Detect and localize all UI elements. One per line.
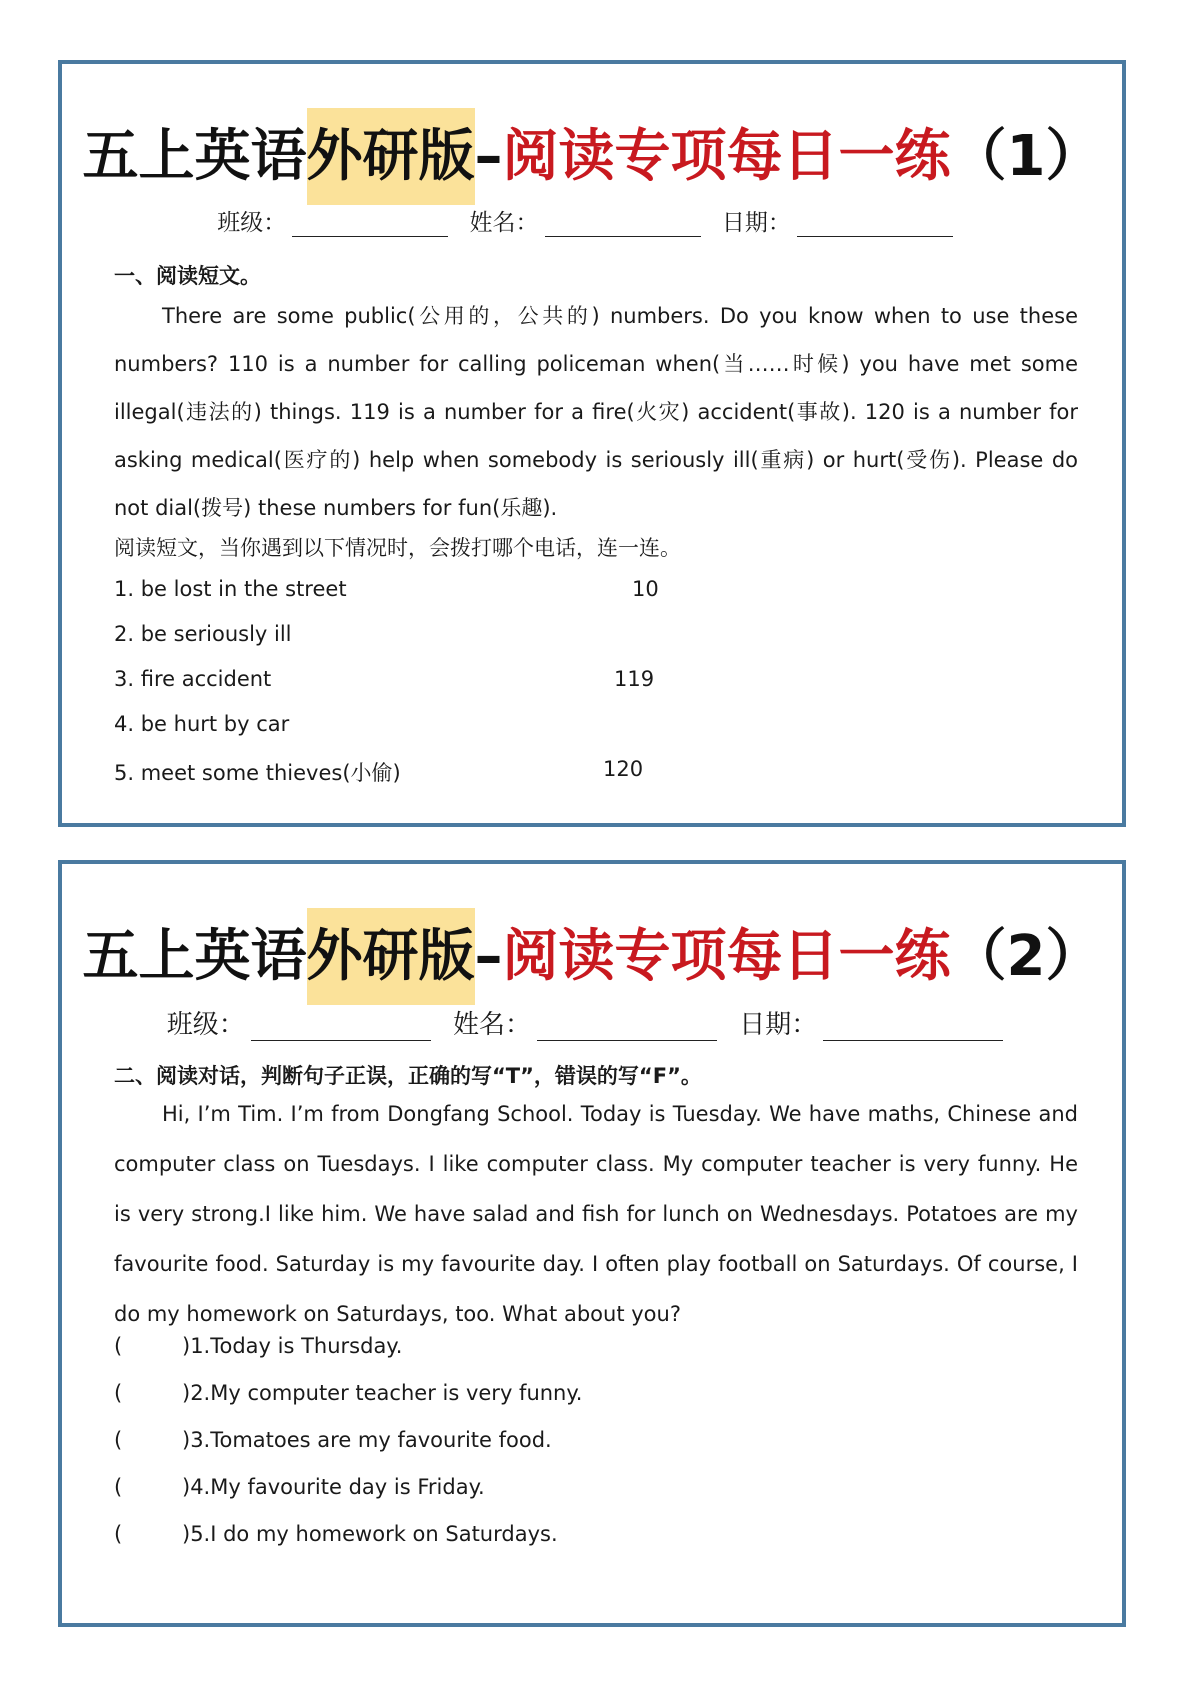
question-text: )4.My favourite day is Friday. [182,1475,485,1499]
student-info-row [62,204,1122,237]
answer-bracket[interactable]: ( [114,1522,123,1546]
class-blank[interactable] [251,1010,431,1041]
reading-passage [114,292,1078,532]
title-highlight: 外研版 [307,908,475,1005]
title-red-part: 阅读专项每日一练 [502,124,951,189]
class-label: 班级： [166,1010,245,1040]
name-label: 姓名： [452,1010,531,1040]
title-part: 五上英语 [82,124,307,189]
title-highlight: 外研版 [307,108,475,205]
situation-item: 1. be lost in the street [114,577,347,601]
situation-item: 3. fire accident [114,667,272,691]
true-false-question [114,1475,485,1499]
answer-bracket[interactable]: ( [114,1475,123,1499]
answer-bracket[interactable]: ( [114,1334,123,1358]
title-red-part: 阅读专项每日一练 [502,924,951,989]
passage-text: Hi, I’m Tim. I’m from Dongfang School. Today is Tuesday. We have maths, Chinese and computer class on Tuesdays. I like computer class. My computer teacher is very funny. He is very strong.I like him. We have salad and fish for lunch on Wednesdays. Potatoes are my favourite food. Saturday is my favourite day. I often play football on Saturdays. Of course, I do my homework on Saturdays, too. What about you? [114,1102,1078,1326]
situation-item: 5. meet some thieves(小偷) [114,761,401,785]
situation-item: 4. be hurt by car [114,712,290,736]
answer-bracket[interactable]: ( [114,1381,123,1405]
name-blank[interactable] [537,1010,717,1041]
worksheet-card-2 [58,860,1126,1627]
section-heading: 一、阅读短文。 [114,264,261,288]
reading-passage [114,1089,1078,1339]
date-blank[interactable] [823,1010,1003,1041]
class-blank[interactable] [292,210,448,237]
true-false-question [114,1381,582,1405]
true-false-question [114,1334,402,1358]
situation-item: 2. be seriously ill [114,622,292,646]
question-text: )2.My computer teacher is very funny. [182,1381,583,1405]
question-text: )3.Tomatoes are my favourite food. [182,1428,552,1452]
name-label: 姓名： [469,210,539,236]
date-label: 日期： [721,210,791,236]
worksheet-title [62,112,1122,192]
title-dash: – [474,124,503,189]
student-info-row [62,1004,1122,1041]
class-label: 班级： [217,210,287,236]
date-label: 日期： [739,1010,818,1040]
question-text: )5.I do my homework on Saturdays. [182,1522,558,1546]
matching-instruction: 阅读短文，当你遇到以下情况时，会拨打哪个电话，连一连。 [114,536,681,560]
title-dash: – [474,924,503,989]
title-number: （1） [950,124,1102,189]
passage-text: There are some public(公用的，公共的) numbers. Do you know when to use these numbers? 110 is a number for calling policeman when(当……时候) you have met some illegal(违法的) things. 119 is a number for a fire(火灾) accident(事故). 120 is a number for asking medical(医疗的) help when somebody is seriously ill(重病) or hurt(受伤). Please do not dial(拨号) these numbers for fun(乐趣). [114,304,1078,520]
title-number: （2） [950,924,1102,989]
name-blank[interactable] [545,210,701,237]
question-text: )1.Today is Thursday. [182,1334,403,1358]
phone-number-item: 10 [632,577,659,601]
true-false-question [114,1428,552,1452]
phone-number-item: 120 [603,757,644,781]
worksheet-card-1 [58,60,1126,827]
date-blank[interactable] [797,210,953,237]
title-part: 五上英语 [82,924,307,989]
worksheet-title [62,912,1122,992]
phone-number-item: 119 [614,667,655,691]
section-heading: 二、阅读对话，判断句子正误，正确的写“T”，错误的写“F”。 [114,1064,702,1088]
true-false-question [114,1522,558,1546]
answer-bracket[interactable]: ( [114,1428,123,1452]
